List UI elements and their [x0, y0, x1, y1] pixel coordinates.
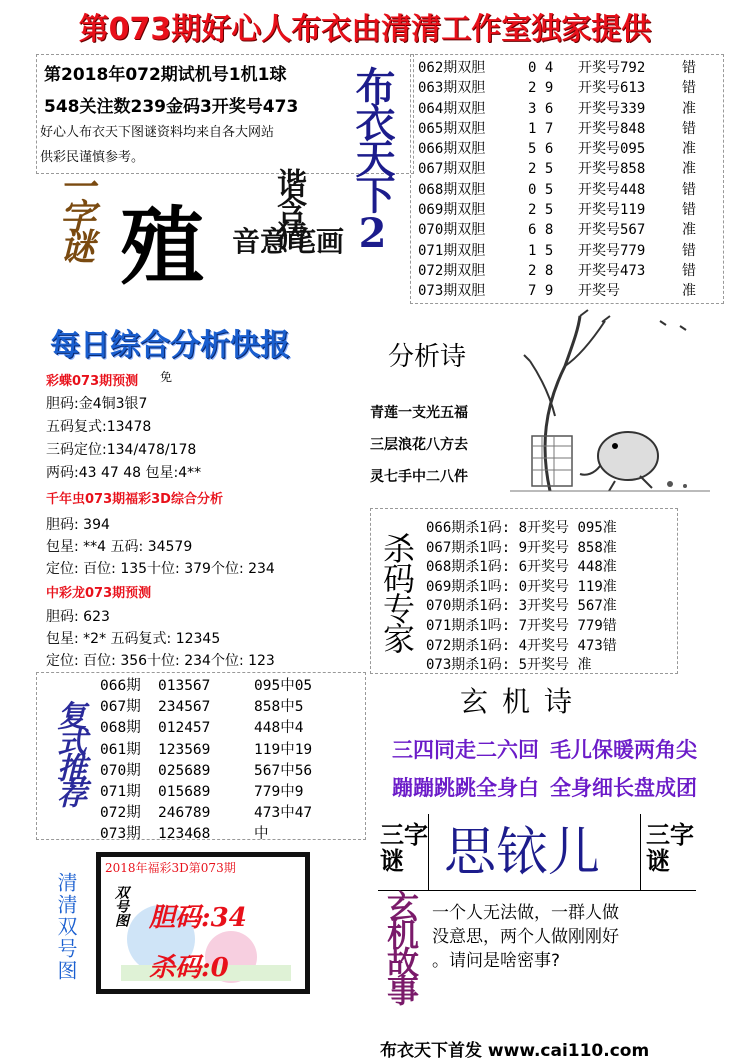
kill-row: 070期杀1码: 3开奖号 567准	[426, 598, 617, 615]
page-title: 第073期好心人布衣由清清工作室独家提供	[78, 12, 652, 47]
daily-title: 每日综合分析快报	[50, 328, 290, 363]
analysis-poem-line-2: 三层浪花八方去	[370, 437, 468, 453]
xuanji-line-1a: 三四同走二六回	[392, 737, 539, 762]
footer-site: 布衣天下首发 www.cai110.com	[380, 1041, 650, 1061]
draw-row: 073期双胆 7 9 开奖号 准	[418, 283, 696, 300]
compound-row: 071期 015689 779中9	[100, 783, 304, 800]
zhongcailong-dan: 胆码: 623	[46, 609, 110, 625]
trial-line-2: 548关注数239金码3开奖号473	[44, 97, 299, 117]
caidie-dan: 胆码:金4铜3银7	[46, 396, 148, 412]
compound-label: 复式推荐	[51, 700, 86, 804]
draw-row: 066期双胆 5 6 开奖号095 准	[418, 141, 696, 158]
draw-row: 063期双胆 2 9 开奖号613 错	[418, 80, 696, 97]
compound-row: 072期 246789 473中47	[100, 805, 313, 822]
brand-vertical: 布衣天下2	[349, 66, 396, 253]
double-sha: 杀码:0	[149, 953, 229, 983]
tree-mole-illustration	[510, 306, 710, 496]
draw-row: 068期双胆 0 5 开奖号448 错	[418, 181, 696, 198]
qiannian-baoxing: 包星: **4 五码: 34579	[46, 539, 193, 555]
analysis-poem-line-3: 灵七手中二八件	[370, 469, 468, 485]
kill-row: 068期杀1码: 6开奖号 448准	[426, 559, 617, 576]
double-card-title: 2018年福彩3D第073期	[105, 861, 236, 875]
draw-row: 067期双胆 2 5 开奖号858 准	[418, 161, 696, 178]
three-riddle-label-right: 三字谜	[646, 821, 694, 875]
analysis-poem-title: 分析诗	[388, 342, 467, 372]
compound-row: 070期 025689 567中56	[100, 762, 313, 779]
caidie-fushi: 五码复式:13478	[46, 419, 152, 435]
qiannian-dan: 胆码: 394	[46, 517, 110, 533]
draw-row: 070期双胆 6 8 开奖号567 准	[418, 222, 696, 239]
riddle-character: 殖	[120, 197, 205, 296]
draw-row: 062期双胆 0 4 开奖号792 错	[418, 60, 696, 76]
kill-row: 071期杀1吗: 7开奖号 779错	[426, 617, 617, 634]
compound-row: 061期 123569 119中19	[100, 741, 313, 758]
draw-row: 072期双胆 2 8 开奖号473 错	[418, 262, 696, 279]
compound-table	[100, 676, 360, 846]
compound-row: 073期 123468 中	[100, 826, 269, 843]
zhongcailong-dingwei: 定位: 百位: 356十位: 234个位: 123	[46, 653, 275, 669]
draw-row: 065期双胆 1 7 开奖号848 错	[418, 120, 696, 137]
riddle-label: 一字谜	[54, 168, 96, 258]
three-riddle-answer: 思铱儿	[444, 823, 601, 883]
story-text-1: 一个人无法做，一群人做	[432, 903, 619, 923]
kill-row: 072期杀1码: 4开奖号 473错	[426, 637, 617, 654]
caidie-extra: 免	[160, 370, 173, 384]
kill-row: 066期杀1码: 8开奖号 095准	[426, 520, 617, 536]
draw-row: 069期双胆 2 5 开奖号119 错	[418, 202, 696, 219]
draw-row: 071期双胆 1 5 开奖号779 错	[418, 242, 696, 259]
story-label: 玄机故事	[382, 890, 420, 1002]
analysis-poem-line-1: 青莲一支光五福	[370, 405, 468, 421]
kill-table	[426, 519, 676, 676]
caidie-dingwei: 三码定位:134/478/178	[46, 442, 197, 458]
qiannian-dingwei: 定位: 百位: 135十位: 379个位: 234	[46, 561, 275, 577]
caidie-heading: 彩蝶073期预测	[46, 374, 139, 389]
kill-label: 杀码专家	[378, 532, 416, 652]
xuanji-line-2b: 全身细长盘成团	[550, 775, 697, 800]
riddle-hint-2: 音意笔画	[232, 225, 345, 258]
xuanji-title: 玄机诗	[460, 685, 587, 718]
kill-row: 067期杀1吗: 9开奖号 858准	[426, 539, 617, 556]
compound-row: 067期 234567 858中5	[100, 699, 304, 716]
draw-table	[418, 58, 718, 302]
caidie-liangma: 两码:43 47 48 包星:4**	[46, 465, 202, 481]
riddle-hint-1: 谐含猜	[271, 168, 306, 246]
compound-row: 068期 012457 448中4	[100, 720, 304, 737]
xuanji-line-2a: 蹦蹦跳跳全身白	[392, 775, 539, 800]
three-riddle-label-left: 三字谜	[380, 821, 428, 875]
trial-line-1: 第2018年072期试机号1机1球	[44, 65, 287, 85]
story-text-3: 。请问是啥密事?	[432, 951, 561, 971]
xuanji-line-1b: 毛儿保暖两角尖	[550, 737, 697, 762]
kill-row: 069期杀1吗: 0开奖号 119准	[426, 578, 617, 595]
notice-line-2: 供彩民谨慎参考。	[40, 150, 145, 165]
zhongcailong-baoxing: 包星: *2* 五码复式: 12345	[46, 631, 221, 647]
notice-line-1: 好心人布衣天下图谜资料均来自各大网站	[40, 125, 275, 140]
double-card	[96, 852, 310, 994]
qiannian-heading: 千年虫073期福彩3D综合分析	[46, 492, 223, 507]
double-card-vertical: 双号图	[113, 885, 129, 927]
double-side-label: 清清双号图	[54, 872, 78, 982]
story-text-2: 没意思，两个人做刚刚好	[432, 927, 619, 947]
double-dan: 胆码:34	[149, 903, 247, 933]
zhongcailong-heading: 中彩龙073期预测	[46, 586, 152, 601]
compound-row: 066期 013567 095中05	[100, 678, 313, 694]
draw-row: 064期双胆 3 6 开奖号339 准	[418, 100, 696, 117]
kill-row: 073期杀1码: 5开奖号 准	[426, 657, 592, 674]
